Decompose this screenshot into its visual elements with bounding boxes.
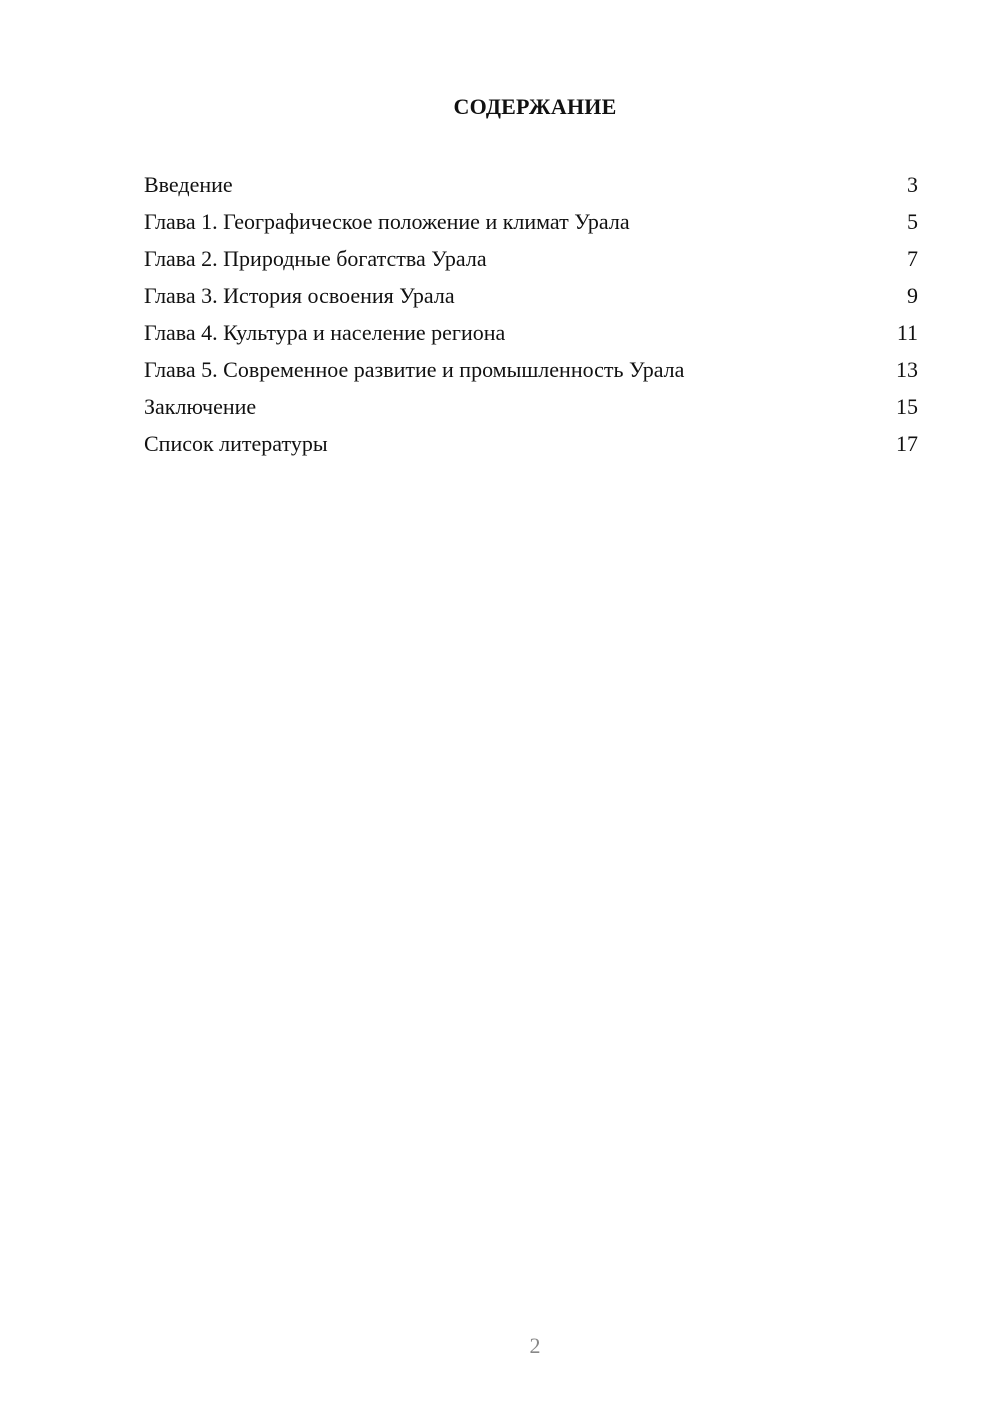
toc-entry[interactable] bbox=[144, 427, 918, 464]
toc-entry-title: Глава 2. Природные богатства Урала bbox=[144, 246, 487, 271]
page-title: СОДЕРЖАНИЕ bbox=[453, 94, 617, 119]
page-number: 2 bbox=[529, 1333, 541, 1358]
toc-entry[interactable] bbox=[144, 205, 918, 242]
toc-entry[interactable] bbox=[144, 168, 918, 205]
toc-entry-page: 7 bbox=[907, 246, 918, 271]
toc-entry-title: Введение bbox=[144, 172, 233, 197]
toc-entry-title: Список литературы bbox=[144, 431, 328, 456]
toc-entry-page: 9 bbox=[907, 283, 918, 308]
toc-entry[interactable] bbox=[144, 353, 918, 390]
toc-entry[interactable] bbox=[144, 390, 918, 427]
toc-entry[interactable] bbox=[144, 316, 918, 353]
toc-entry-title: Глава 3. История освоения Урала bbox=[144, 283, 455, 308]
toc-entry-page: 3 bbox=[907, 172, 918, 197]
toc-entry-page: 5 bbox=[907, 209, 918, 234]
toc-entry-title: Заключение bbox=[144, 394, 257, 419]
toc-entry[interactable] bbox=[144, 242, 918, 279]
toc-entry-page: 15 bbox=[896, 394, 918, 419]
toc-entry[interactable] bbox=[144, 279, 918, 316]
toc-entry-page: 13 bbox=[896, 357, 918, 382]
toc-entry-page: 17 bbox=[896, 431, 918, 456]
toc-entry-title: Глава 1. Географическое положение и климат Урала bbox=[144, 209, 630, 234]
toc-entry-page: 11 bbox=[896, 320, 918, 345]
toc-entry-title: Глава 4. Культура и население региона bbox=[144, 320, 506, 345]
table-of-contents bbox=[144, 168, 918, 464]
toc-entry-title: Глава 5. Современное развитие и промышленность Урала bbox=[144, 357, 685, 382]
